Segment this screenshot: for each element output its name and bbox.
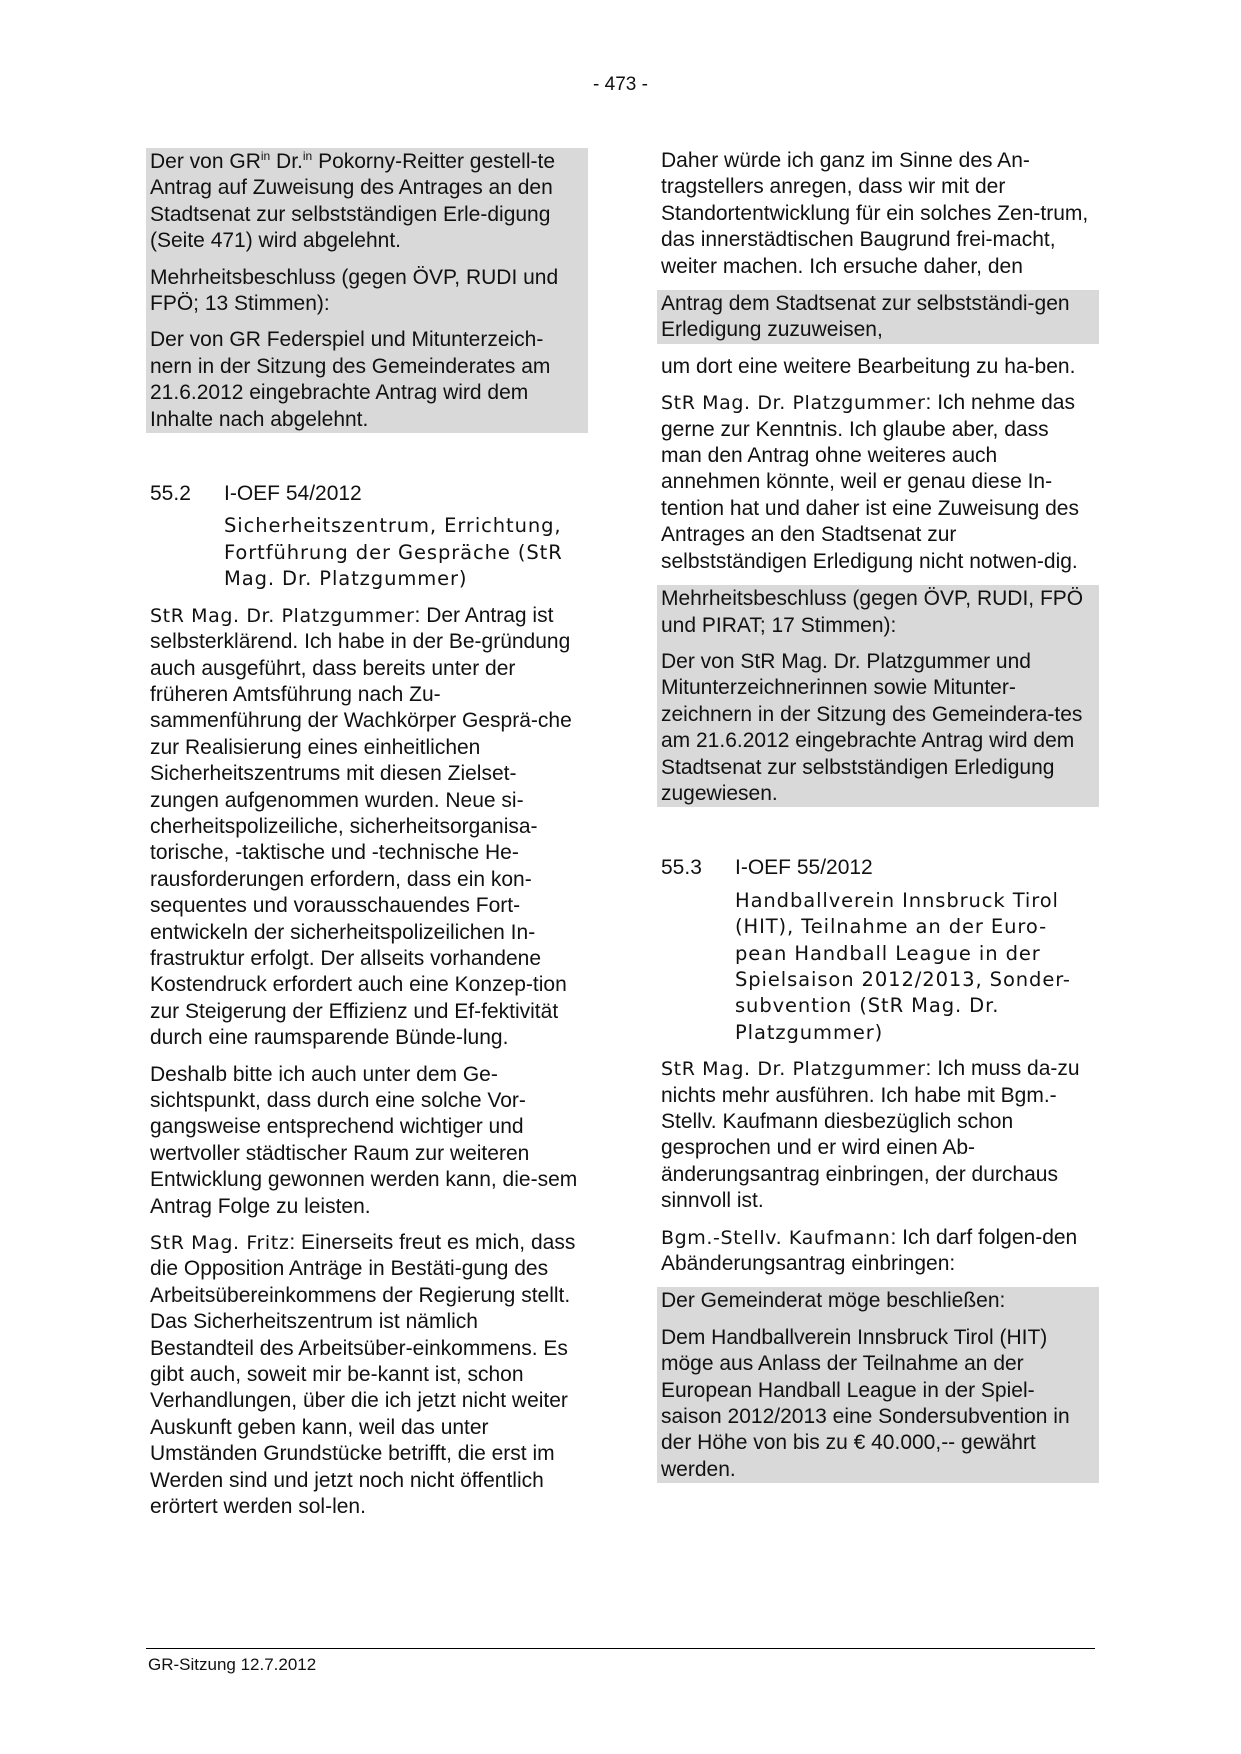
page-number: - 473 - — [593, 74, 648, 95]
section-number: 55.3 — [661, 856, 702, 880]
right-column — [657, 148, 1099, 1483]
amendment-intro: Der Gemeinderat möge beschließen: — [661, 1289, 1006, 1313]
paragraph: Daher würde ich ganz im Sinne des An-tragstellers anregen, dass wir mit der Standortentwicklung für ein solches Zen-trum, das innerstädtischen Baugrund frei-macht, weiter machen. Ich ersuche daher, den — [661, 149, 1089, 278]
section-subject: Handballverein Innsbruck Tirol (HIT), Teilnahme an der Euro-pean Handball League in der Spielsaison 2012/2013, Sonder-subvention (StR Mag. Dr. Platzgummer) — [735, 888, 1071, 1044]
paragraph: Deshalb bitte ich auch unter dem Ge-sichtspunkt, dass durch eine solche Vor-gangsweise entsprechend wichtiger und wertvoller städtischer Raum zur weiteren Entwicklung gewonnen werden kann, die-sem Antrag Folge zu leisten. — [150, 1062, 578, 1218]
speaker-name: StR Mag. Dr. Platzgummer — [150, 604, 415, 627]
motion-box — [657, 290, 1099, 344]
resolution-text: Der von GR Federspiel und Mitunterzeich-nern in der Sitzung des Gemeinderates am 21.6.2012 eingebrachte Antrag wird dem Inhalte nach abgelehnt. — [150, 328, 551, 431]
speaker-name: Bgm.-Stellv. Kaufmann — [661, 1226, 891, 1249]
resolution-text: Der von StR Mag. Dr. Platzgummer und Mitunterzeichnerinnen sowie Mitunter-zeichnern in der Sitzung des Gemeindera-tes am 21.6.2012 eingebrachte Antrag wird dem Stadtsenat zur selbstständigen Erledigung zugewiesen. — [661, 649, 1083, 805]
section-subject: Sicherheitszentrum, Errichtung, Fortführung der Gespräche (StR Mag. Dr. Platzgummer) — [224, 514, 563, 591]
section-number: 55.2 — [150, 482, 191, 506]
speaker-name: StR Mag. Dr. Platzgummer — [661, 1058, 926, 1081]
resolution-box-1 — [146, 148, 588, 433]
footer-text: GR-Sitzung 12.7.2012 — [148, 1655, 317, 1674]
vote-result: Mehrheitsbeschluss (gegen ÖVP, RUDI, FPÖ und PIRAT; 17 Stimmen): — [661, 587, 1084, 637]
paragraph: StR Mag. Dr. Platzgummer: Ich muss da-zu nichts mehr ausführen. Ich habe mit Bgm.-Stellv. Kaufmann diesbezüglich schon gesprochen und er wird einen Ab-änderungsantrag einbringen, der durchaus sinnvoll ist. — [661, 1057, 1080, 1213]
footer-rule — [146, 1648, 1095, 1649]
vote-result: Mehrheitsbeschluss (gegen ÖVP, RUDI und FPÖ; 13 Stimmen): — [150, 265, 559, 316]
resolution-text: Der von $GR^{in}$ Dr.$^{in}$ Pokorny-Reitter gestell-te Antrag auf Zuweisung des Antrages an den Stadtsenat zur selbstständigen Erle-digung (Seite 471) wird abgelehnt. — [150, 149, 555, 253]
paragraph: Bgm.-Stellv. Kaufmann: Ich darf folgen-den Abänderungsantrag einbringen: — [661, 1225, 1078, 1276]
left-column — [146, 148, 588, 1521]
section-code: I-OEF 55/2012 — [735, 856, 873, 880]
resolution-box-2 — [657, 585, 1099, 807]
section-heading — [657, 855, 1099, 881]
amendment-box — [657, 1287, 1099, 1483]
amendment-text: Dem Handballverein Innsbruck Tirol (HIT) möge aus Anlass der Teilnahme an der European Handball League in der Spiel-saison 2012/2013 eine Sondersubvention in der Höhe von bis zu € 40.000,-- gewährt werden. — [661, 1325, 1070, 1481]
paragraph: StR Mag. Dr. Platzgummer: Ich nehme das gerne zur Kenntnis. Ich glaube aber, dass man den Antrag ohne weiteres auch annehmen könnte, weil er genau diese In-tention hat und daher ist eine Zuweisung des Antrages an den Stadtsenat zur selbstständigen Erledigung nicht notwen-dig. — [661, 391, 1079, 573]
section-code: I-OEF 54/2012 — [224, 482, 362, 506]
motion-text: Antrag dem Stadtsenat zur selbstständi-gen Erledigung zuzuweisen, — [661, 292, 1070, 342]
paragraph: um dort eine weitere Bearbeitung zu ha-ben. — [661, 354, 1076, 378]
paragraph: StR Mag. Fritz: Einerseits freut es mich, dass die Opposition Anträge in Bestäti-gung des Arbeitsübereinkommens der Regierung stellt. Das Sicherheitszentrum ist nämlich Bestandteil des Arbeitsüber-einkommens. Es gibt auch, soweit mir be-kannt ist, schon Verhandlungen, über die ich jetzt nicht weiter Auskunft geben kann, weil das unter Umständen Grundstücke betrifft, die erst im Werden sind und jetzt noch nicht öffentlich erörtert werden sol-len. — [150, 1231, 576, 1519]
paragraph: StR Mag. Dr. Platzgummer: Der Antrag ist selbsterklärend. Ich habe in der Be-gründung auch ausgeführt, dass bereits unter der früheren Amtsführung nach Zu-sammenführung der Wachkörper Gesprä-che zur Realisierung eines einheitlichen Sicherheitszentrums mit diesen Zielset-zungen aufgenommen wurden. Neue si-cherheitspolizeiliche, sicherheitsorganisa-torische, -taktische und -technische He-rausforderungen erfordern, dass ein kon-sequentes und vorausschauendes Fort-entwickeln der sicherheitspolizeilichen In-frastruktur erfolgt. Der allseits vorhandene Kostendruck erfordert auch eine Konzep-tion zur Steigerung der Effizienz und Ef-fektivität durch eine raumsparende Bünde-lung. — [150, 603, 572, 1050]
speaker-name: StR Mag. Fritz — [150, 1232, 290, 1255]
speaker-name: StR Mag. Dr. Platzgummer — [661, 392, 926, 415]
section-heading — [146, 481, 588, 507]
